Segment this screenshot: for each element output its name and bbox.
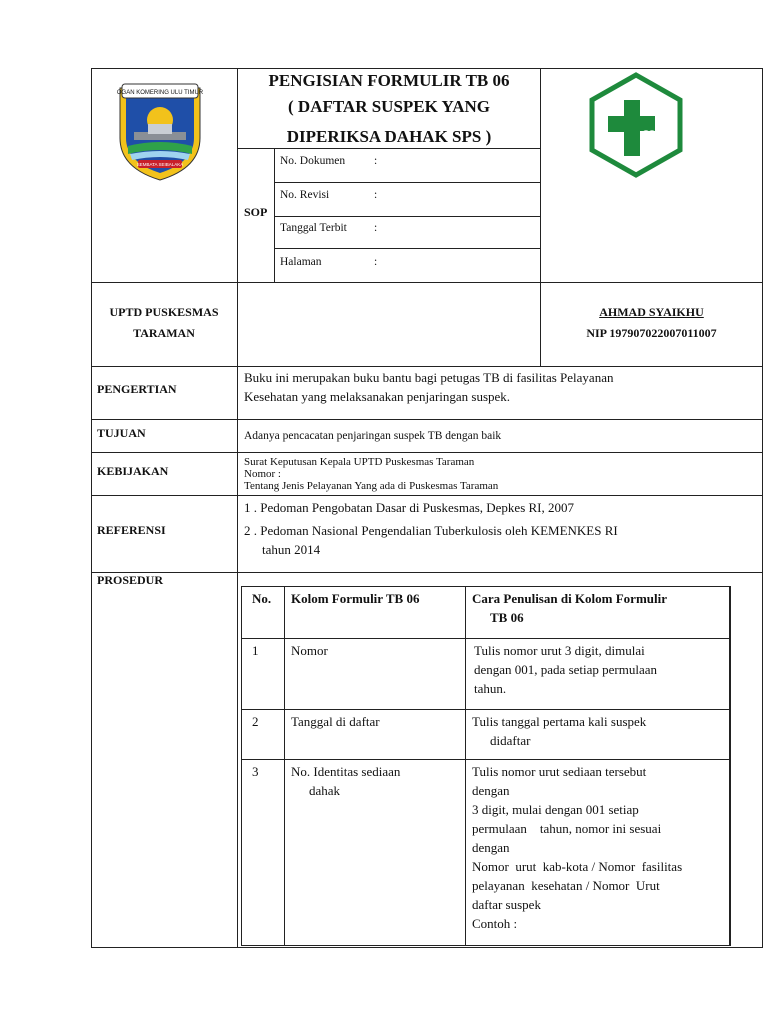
text-line: Buku ini merupakan buku bantu bagi petugas TB di fasilitas Pelayanan: [244, 370, 614, 385]
table-header-kolom: Kolom Formulir TB 06: [291, 591, 420, 606]
grid-line: [91, 282, 763, 283]
text-line: Tentang Jenis Pelayanan Yang ada di Puskesmas Taraman: [244, 480, 499, 492]
table-row-3-desc: [472, 762, 682, 933]
document-title: [238, 68, 540, 150]
frame-bottom: [91, 947, 763, 948]
section-label-prosedur: PROSEDUR: [97, 573, 164, 587]
puskesmas-logo: [586, 72, 686, 178]
table-row-1-kolom: Nomor: [291, 643, 328, 658]
signer-nip: NIP 197907022007011007: [586, 326, 717, 340]
kolom-line: No. Identitas sediaan: [291, 764, 401, 779]
table-row-3-no: 3: [252, 764, 259, 779]
tujuan-text: Adanya pencacatan penjaringan suspek TB dengan baik: [244, 430, 502, 442]
desc-line: daftar suspek: [472, 897, 541, 912]
table-row-2-desc: [472, 712, 646, 750]
desc-line: 3 digit, mulai dengan 001 setiap: [472, 802, 639, 817]
district-emblem-logo: [110, 80, 210, 184]
grid-line: [274, 148, 275, 282]
kebijakan-text: [244, 456, 498, 492]
text-line: tahun 2014: [262, 542, 321, 557]
meta-label-no-revisi: No. Revisi: [280, 189, 330, 201]
table-grid-line: [241, 638, 731, 639]
title-line: ( DAFTAR SUSPEK YANG: [288, 97, 490, 116]
sop-label: SOP: [244, 205, 268, 219]
table-header-no: No.: [252, 591, 272, 606]
text-line: 1 . Pedoman Pengobatan Dasar di Puskesmas, Depkes RI, 2007: [244, 500, 575, 515]
table-row-2-kolom: Tanggal di daftar: [291, 714, 380, 729]
desc-line: tahun.: [474, 681, 507, 696]
meta-colon: :: [374, 189, 378, 201]
section-label-pengertian: PENGERTIAN: [97, 382, 177, 396]
meta-colon: :: [374, 256, 378, 268]
title-line: PENGISIAN FORMULIR TB 06: [268, 71, 510, 90]
section-label-referensi: REFERENSI: [97, 523, 166, 537]
desc-line: Tulis nomor urut 3 digit, dimulai: [474, 643, 645, 658]
grid-line: [274, 248, 540, 249]
meta-label-no-dokumen: No. Dokumen: [280, 155, 346, 167]
table-row-1-no: 1: [252, 643, 259, 658]
desc-line: permulaan tahun, nomor ini sesuai: [472, 821, 662, 836]
desc-line: Tulis tanggal pertama kali suspek: [472, 714, 647, 729]
table-grid-line: [284, 586, 285, 946]
text-line: Nomor :: [244, 468, 281, 480]
svg-text:OGAN KOMERING ULU TIMUR: OGAN KOMERING ULU TIMUR: [116, 90, 204, 96]
desc-line: Nomor urut kab-kota / Nomor fasilitas: [472, 859, 683, 874]
grid-line: [91, 419, 763, 420]
meta-label-tanggal-terbit: Tanggal Terbit: [280, 222, 347, 234]
section-label-kebijakan: KEBIJAKAN: [97, 464, 169, 478]
meta-label-halaman: Halaman: [280, 256, 322, 268]
desc-line: dengan: [472, 783, 510, 798]
desc-line: dengan: [472, 840, 510, 855]
table-row-2-no: 2: [252, 714, 259, 729]
frame-left: [91, 68, 92, 948]
frame-right: [762, 68, 763, 948]
table-grid-line: [241, 709, 731, 710]
meta-colon: :: [374, 155, 378, 167]
table-grid-line: [465, 586, 466, 946]
table-row-1-desc: [474, 641, 657, 698]
grid-line: [91, 572, 763, 573]
org-name-line: UPTD PUSKESMAS: [109, 305, 219, 319]
signer-block: [541, 302, 762, 344]
svg-text:SEMBATA SEIBALAKA: SEMBATA SEIBALAKA: [136, 162, 184, 167]
signer-name: AHMAD SYAIKHU: [599, 305, 704, 319]
text-line: Surat Keputusan Kepala UPTD Puskesmas Taraman: [244, 456, 475, 468]
desc-line: Tulis nomor urut sediaan tersebut: [472, 764, 647, 779]
grid-line: [274, 182, 540, 183]
grid-line: [91, 452, 763, 453]
table-row-3-kolom: [291, 762, 400, 800]
kolom-line: dahak: [309, 783, 341, 798]
org-name-line: TARAMAN: [133, 326, 195, 340]
title-line: DIPERIKSA DAHAK SPS ): [286, 127, 492, 146]
desc-line: Contoh :: [472, 916, 518, 931]
section-label-tujuan: TUJUAN: [97, 426, 146, 440]
meta-colon: :: [374, 222, 378, 234]
desc-line: pelayanan kesehatan / Nomor Urut: [472, 878, 660, 893]
text-line: Kesehatan yang melaksanakan penjaringan suspek.: [244, 389, 511, 404]
header-line: TB 06: [490, 610, 524, 625]
desc-line: didaftar: [490, 733, 531, 748]
table-header-cara: [472, 589, 667, 627]
referensi-text: [244, 496, 618, 561]
grid-line: [274, 216, 540, 217]
desc-line: dengan 001, pada setiap permulaan: [474, 662, 658, 677]
pengertian-text: [244, 368, 613, 406]
header-line: Cara Penulisan di Kolom Formulir: [472, 591, 667, 606]
grid-line: [91, 366, 763, 367]
text-line: 2 . Pedoman Nasional Pengendalian Tuberkulosis oleh KEMENKES RI: [244, 523, 618, 538]
grid-line: [237, 366, 238, 948]
org-name: [91, 302, 237, 344]
table-grid-line: [241, 759, 731, 760]
